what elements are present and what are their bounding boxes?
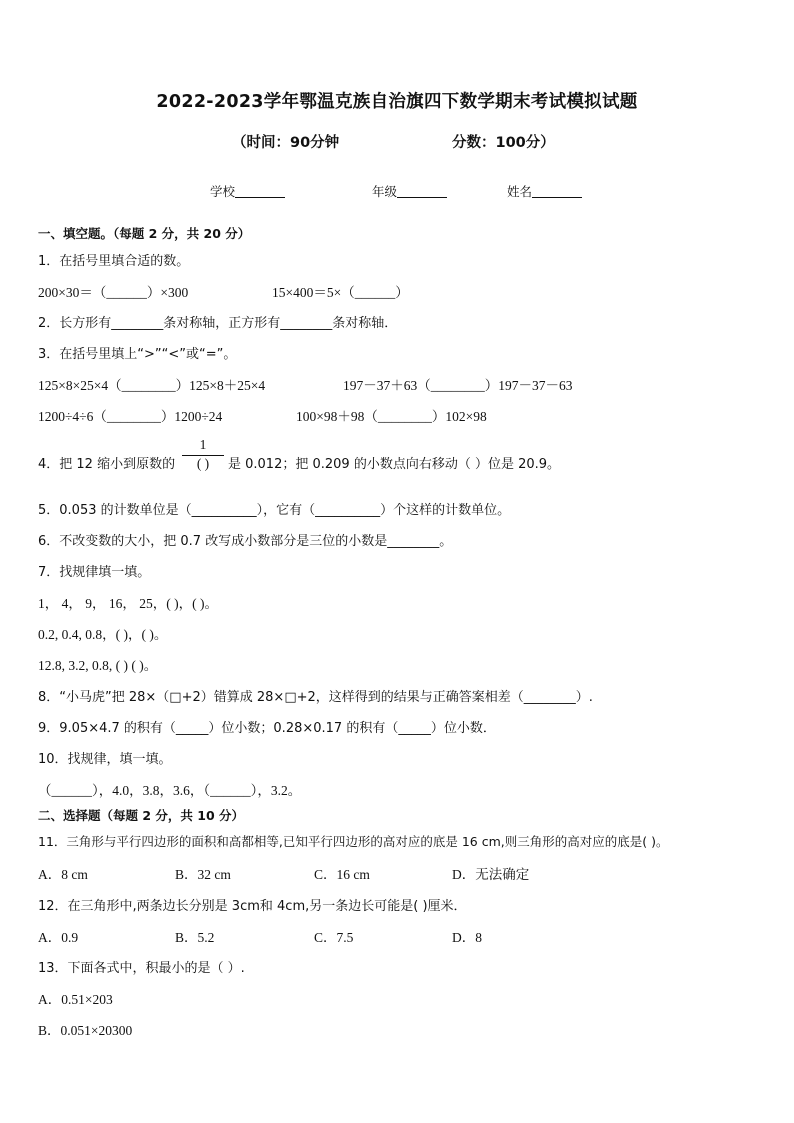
question-10a: （______），4.0，3.8，3.6，（______），3.2。: [38, 783, 302, 798]
question-12-option-c: C．7.5: [314, 930, 354, 945]
question-10: 10．找规律，填一填。: [38, 752, 172, 767]
question-13-option-b: B．0.051×20300: [38, 1023, 133, 1038]
question-4-suffix: 是 0.012；把 0.209 的小数点向右移动（ ）位是 20.9。: [228, 457, 561, 472]
question-12-option-b: B．5.2: [175, 930, 215, 945]
question-9: 9．9.05×4.7 的积有（_____）位小数；0.28×0.17 的积有（_____）位小数．: [38, 721, 496, 736]
question-3: 3．在括号里填上“>”“<”或“=”。: [38, 347, 237, 362]
question-11-option-d: D．无法确定: [452, 867, 530, 882]
question-3d: 100×98＋98（________）102×98: [296, 409, 487, 424]
question-11-option-a: A．8 cm: [38, 867, 88, 882]
question-13: 13．下面各式中，积最小的是（ ）.: [38, 961, 245, 976]
section2-heading: 二、选择题（每题 2 分，共 10 分）: [38, 808, 245, 823]
question-11: 11．三角形与平行四边形的面积和高都相等,已知平行四边形的高对应的底是 16 cm,则三角形的高对应的底是( )。: [38, 834, 669, 849]
grade-label: 年级: [372, 184, 398, 199]
question-3a: 125×8×25×4（________）125×8＋25×4: [38, 378, 266, 393]
question-7c: 12.8, 3.2, 0.8, ( ) ( )。: [38, 658, 158, 673]
question-3c: 1200÷4÷6（________）1200÷24: [38, 409, 223, 424]
question-4-prefix: 4．把 12 缩小到原数的: [38, 457, 176, 472]
question-7b: 0.2, 0.4, 0.8，( )，( )。: [38, 627, 168, 642]
question-1: 1．在括号里填合适的数。: [38, 254, 190, 269]
question-2: 2．长方形有________条对称轴，正方形有________条对称轴．: [38, 316, 398, 331]
question-1b: 15×400＝5×（______）: [272, 285, 409, 300]
name-label: 姓名: [507, 184, 533, 199]
question-11-option-b: B．32 cm: [175, 867, 231, 882]
question-12-option-a: A．0.9: [38, 930, 79, 945]
school-label: 学校: [210, 184, 236, 199]
question-3b: 197－37＋63（________）197－37－63: [343, 378, 573, 393]
exam-title: 2022-2023学年鄂温克族自治旗四下数学期末考试模拟试题: [156, 92, 638, 112]
question-7: 7．找规律填一填。: [38, 565, 151, 580]
question-12: 12．在三角形中,两条边长分别是 3cm和 4cm,另一条边长可能是( )厘米．: [38, 899, 467, 914]
question-1a: 200×30＝（______）×300: [38, 285, 189, 300]
name-blank: [532, 184, 582, 198]
fraction-denominator: ( ): [196, 456, 210, 471]
question-13-option-a: A．0.51×203: [38, 992, 113, 1007]
school-field: [210, 182, 285, 200]
name-field: [507, 182, 582, 200]
grade-blank: [397, 184, 447, 198]
question-8: 8．“小马虎”把 28×（□+2）错算成 28×□+2，这样得到的结果与正确答案相差（________）.: [38, 690, 593, 705]
school-blank: [235, 184, 285, 198]
question-12-option-d: D．8: [452, 930, 482, 945]
fraction-numerator: 1: [199, 437, 207, 452]
question-5: 5．0.053 的计数单位是（__________），它有（__________）个这样的计数单位。: [38, 503, 511, 518]
grade-field: [372, 182, 447, 200]
question-6: 6．不改变数的大小，把 0.7 改写成小数部分是三位的小数是________。: [38, 534, 453, 549]
question-11-option-c: C．16 cm: [314, 867, 370, 882]
question-7a: 1， 4， 9， 16， 25，( )，( )。: [38, 596, 218, 611]
fraction: [180, 437, 226, 474]
score-label: 分数：100分）: [452, 135, 555, 151]
section1-heading: 一、填空题。（每题 2 分，共 20 分）: [38, 226, 251, 241]
time-label: （时间：90分钟: [232, 135, 340, 151]
